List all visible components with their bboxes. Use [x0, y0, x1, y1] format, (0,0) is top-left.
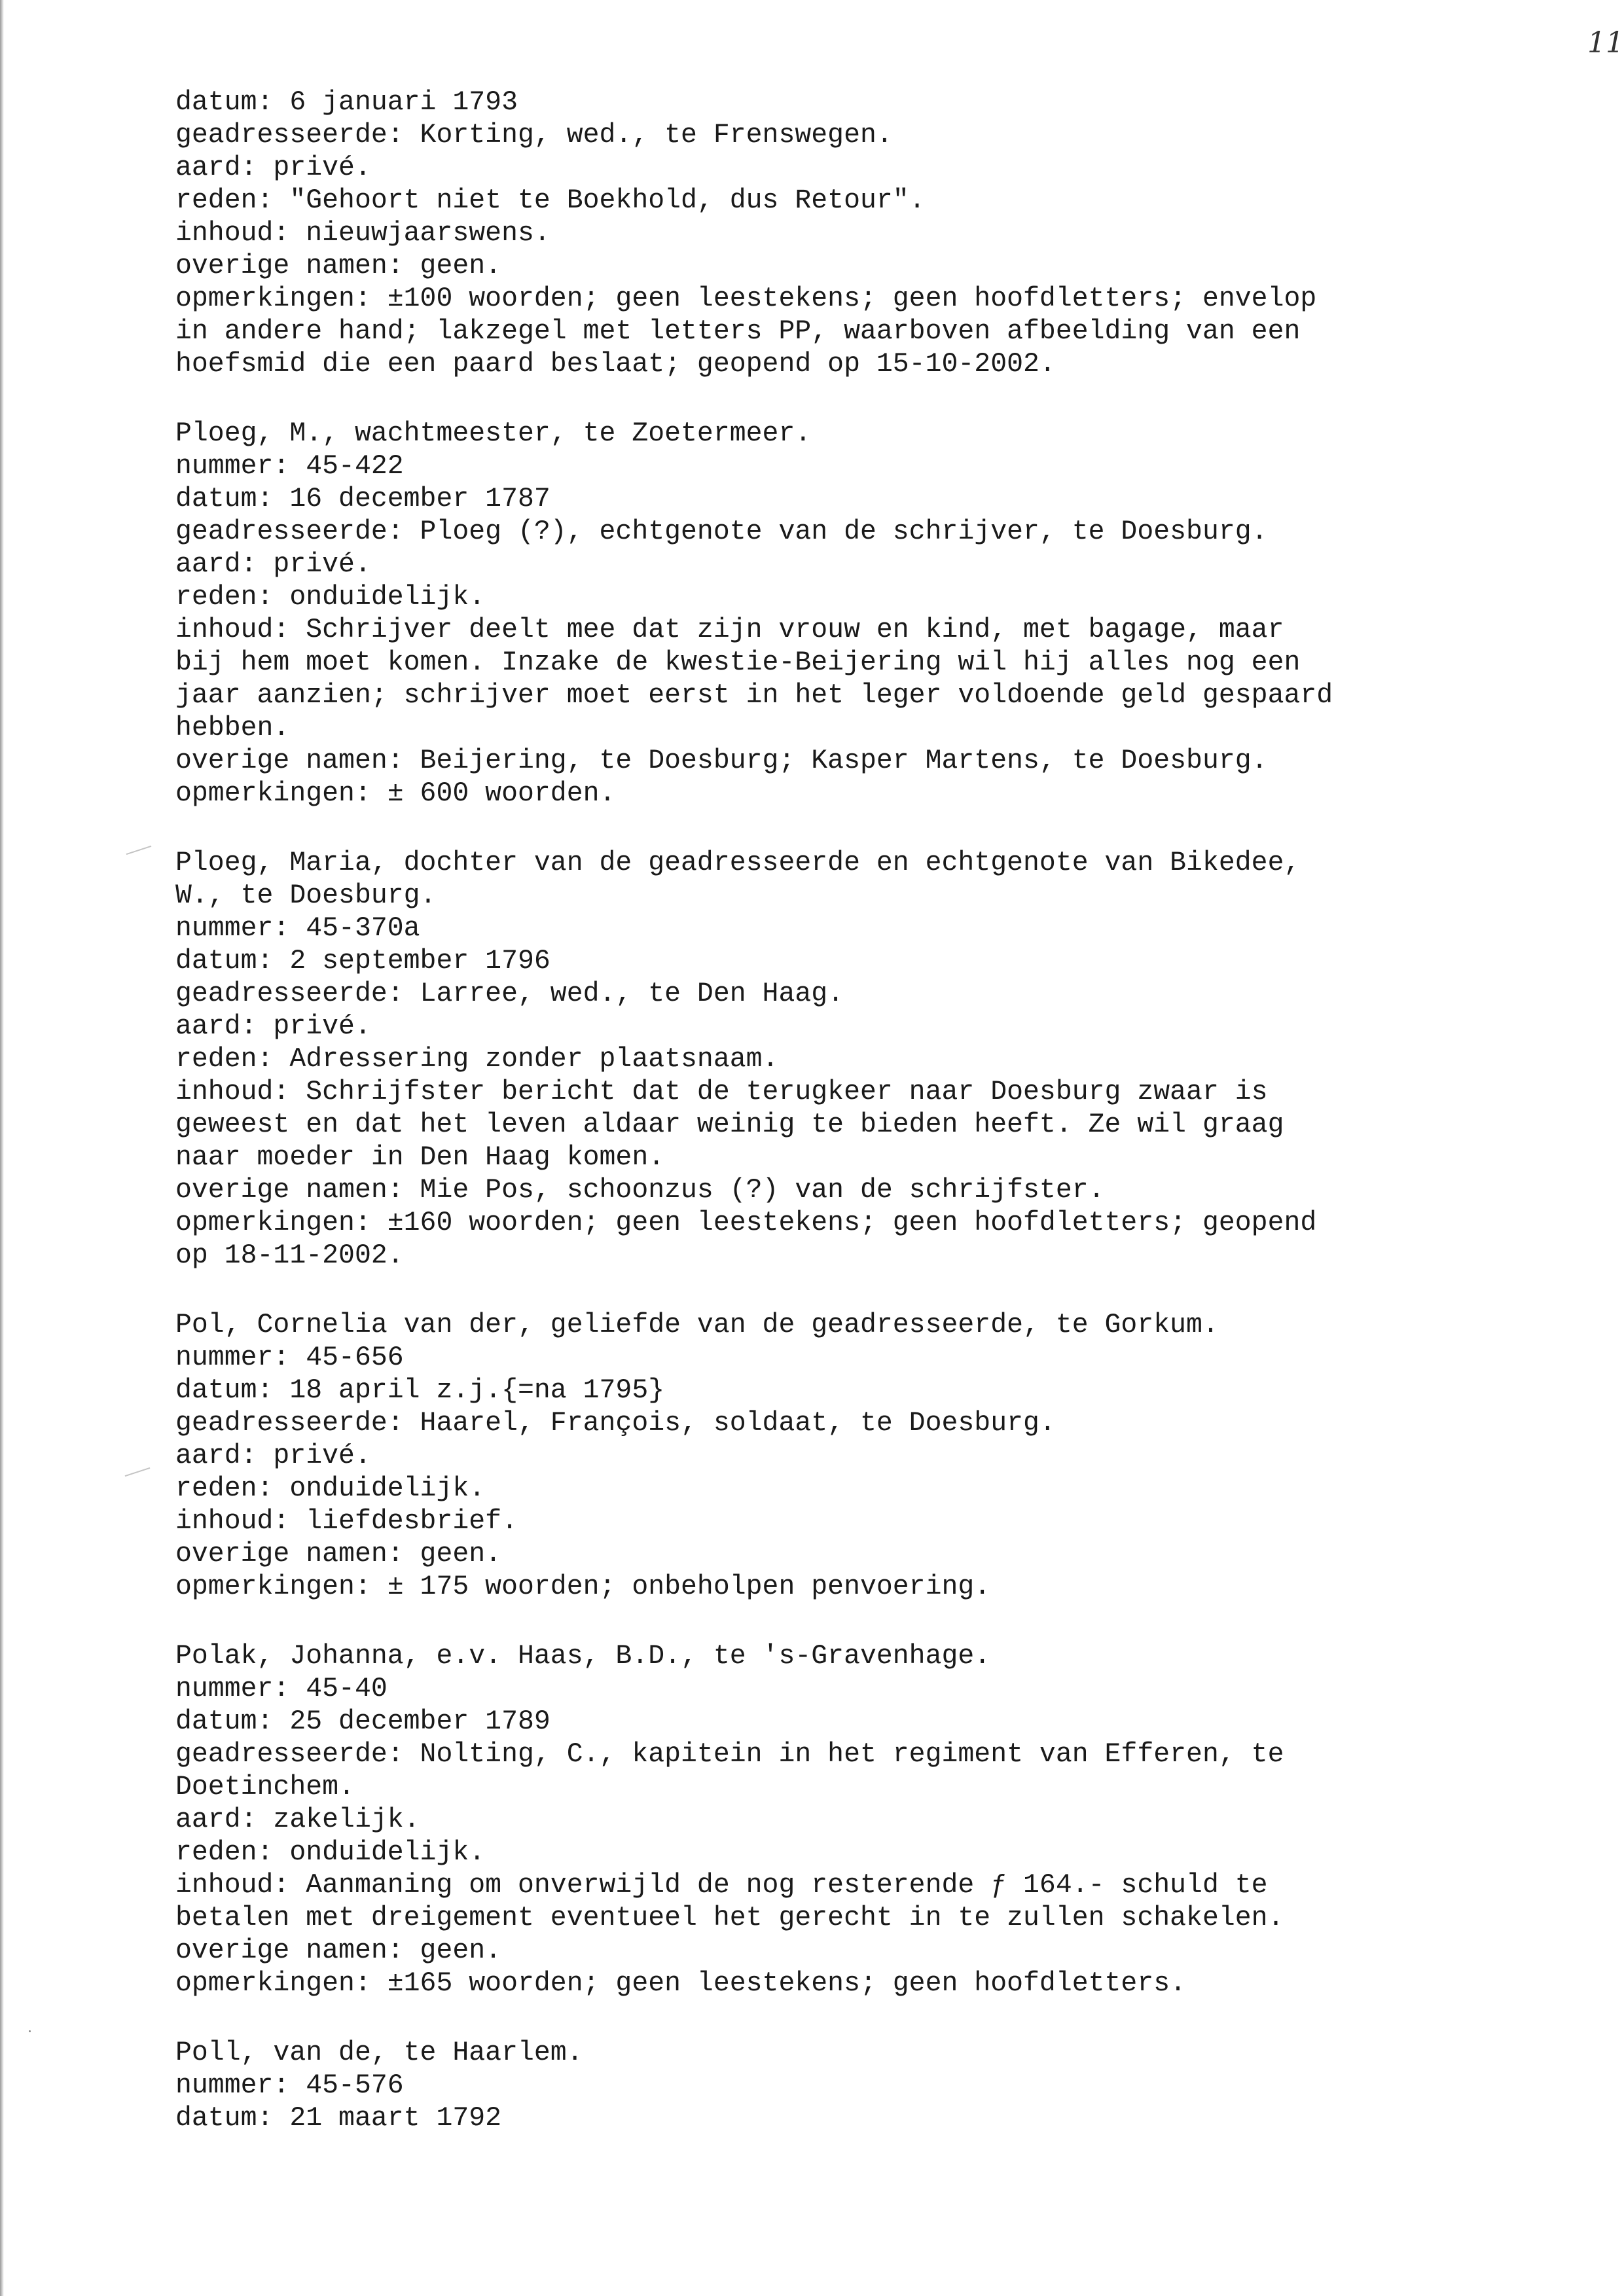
entry-line: aard: privé.: [175, 549, 371, 580]
entry-line: aard: privé.: [175, 1011, 371, 1042]
letter-entry: [175, 86, 1485, 381]
entry-line: opmerkingen: ±100 woorden; geen leestekens; geen hoofdletters; envelop: [175, 283, 1317, 314]
entry-line: jaar aanzien; schrijver moet eerst in het leger voldoende geld gespaard: [175, 680, 1333, 711]
letter-entry: [175, 2037, 1485, 2135]
entry-line: hebben.: [175, 713, 290, 744]
entry-line: naar moeder in Den Haag komen.: [175, 1142, 665, 1173]
entry-line: geadresseerde: Korting, wed., te Frenswegen.: [175, 120, 893, 151]
entry-line: overige namen: geen.: [175, 1539, 502, 1570]
entry-line: inhoud: Schrijver deelt mee dat zijn vrouw en kind, met bagage, maar: [175, 615, 1284, 645]
scan-speck: [29, 2030, 31, 2032]
entry-line: geadresseerde: Ploeg (?), echtgenote van de schrijver, te Doesburg.: [175, 516, 1268, 547]
pencil-tick-mark: [125, 1467, 151, 1477]
entry-line: nummer: 45-576: [175, 2070, 404, 2101]
entry-line: datum: 6 januari 1793: [175, 87, 518, 118]
entry-line: nummer: 45-370a: [175, 913, 420, 944]
scan-page-edge: [0, 0, 4, 2296]
entry-line: reden: Adressering zonder plaatsnaam.: [175, 1044, 779, 1075]
entry-line: inhoud: nieuwjaarswens.: [175, 218, 550, 249]
entry-line: reden: "Gehoort niet te Boekhold, dus Retour".: [175, 185, 926, 216]
entry-line: datum: 18 april z.j.{=na 1795}: [175, 1375, 665, 1406]
entry-line: inhoud: Schrijfster bericht dat de terugkeer naar Doesburg zwaar is: [175, 1077, 1268, 1107]
entry-line: nummer: 45-40: [175, 1674, 388, 1704]
entry-heading: Polak, Johanna, e.v. Haas, B.D., te 's-Gravenhage.: [175, 1641, 991, 1672]
entry-line: in andere hand; lakzegel met letters PP, waarboven afbeelding van een: [175, 316, 1301, 347]
entry-line: opmerkingen: ± 600 woorden.: [175, 778, 616, 809]
entry-line: geadresseerde: Larree, wed., te Den Haag.: [175, 978, 844, 1009]
entry-line: op 18-11-2002.: [175, 1240, 404, 1271]
entry-line: overige namen: geen.: [175, 251, 502, 281]
entry-line: nummer: 45-422: [175, 451, 404, 482]
entry-line: aard: zakelijk.: [175, 1804, 420, 1835]
letter-entry: [175, 1640, 1485, 2000]
entry-line: geadresseerde: Haarel, François, soldaat, te Doesburg.: [175, 1408, 1056, 1439]
entry-heading: W., te Doesburg.: [175, 880, 437, 911]
document-body: [175, 86, 1485, 2135]
entry-heading: Pol, Cornelia van der, geliefde van de geadresseerde, te Gorkum.: [175, 1310, 1219, 1340]
entry-line: opmerkingen: ±165 woorden; geen leestekens; geen hoofdletters.: [175, 1968, 1187, 1999]
entry-line: opmerkingen: ± 175 woorden; onbeholpen penvoering.: [175, 1571, 991, 1602]
entry-heading: Ploeg, Maria, dochter van de geadresseerde en echtgenote van Bikedee,: [175, 848, 1301, 878]
entry-line: overige namen: geen.: [175, 1935, 502, 1966]
entry-line: bij hem moet komen. Inzake de kwestie-Beijering wil hij alles nog een: [175, 647, 1301, 678]
entry-line: aard: privé.: [175, 152, 371, 183]
entry-line: overige namen: Mie Pos, schoonzus (?) van de schrijfster.: [175, 1175, 1105, 1206]
entry-line: reden: onduidelijk.: [175, 1473, 486, 1504]
entry-line: datum: 2 september 1796: [175, 946, 550, 977]
letter-entry: [175, 1309, 1485, 1604]
entry-line: datum: 21 maart 1792: [175, 2103, 502, 2134]
entry-line: reden: onduidelijk.: [175, 582, 486, 613]
entry-line: datum: 16 december 1787: [175, 484, 550, 514]
entry-line: nummer: 45-656: [175, 1342, 404, 1373]
entry-line: inhoud: Aanmaning om onverwijld de nog resterende ƒ 164.- schuld te: [175, 1870, 1268, 1901]
letter-entry: [175, 418, 1485, 810]
entry-line: Doetinchem.: [175, 1772, 355, 1803]
entry-line: inhoud: liefdesbrief.: [175, 1506, 518, 1537]
entry-line: datum: 25 december 1789: [175, 1706, 550, 1737]
entry-heading: Poll, van de, te Haarlem.: [175, 2037, 583, 2068]
entry-line: betalen met dreigement eventueel het gerecht in te zullen schakelen.: [175, 1903, 1284, 1933]
entry-line: reden: onduidelijk.: [175, 1837, 486, 1868]
pencil-tick-mark: [126, 846, 152, 855]
entry-line: hoefsmid die een paard beslaat; geopend op 15-10-2002.: [175, 349, 1056, 380]
entry-line: overige namen: Beijering, te Doesburg; Kasper Martens, te Doesburg.: [175, 745, 1268, 776]
entry-heading: Ploeg, M., wachtmeester, te Zoetermeer.: [175, 418, 812, 449]
entry-line: opmerkingen: ±160 woorden; geen leestekens; geen hoofdletters; geopend: [175, 1208, 1317, 1238]
entry-line: aard: privé.: [175, 1441, 371, 1471]
letter-entry: [175, 847, 1485, 1272]
entry-line: geweest en dat het leven aldaar weinig te bieden heeft. Ze wil graag: [175, 1109, 1284, 1140]
entry-line: geadresseerde: Nolting, C., kapitein in het regiment van Efferen, te: [175, 1739, 1284, 1770]
page-number-mark: 11: [1587, 26, 1624, 60]
